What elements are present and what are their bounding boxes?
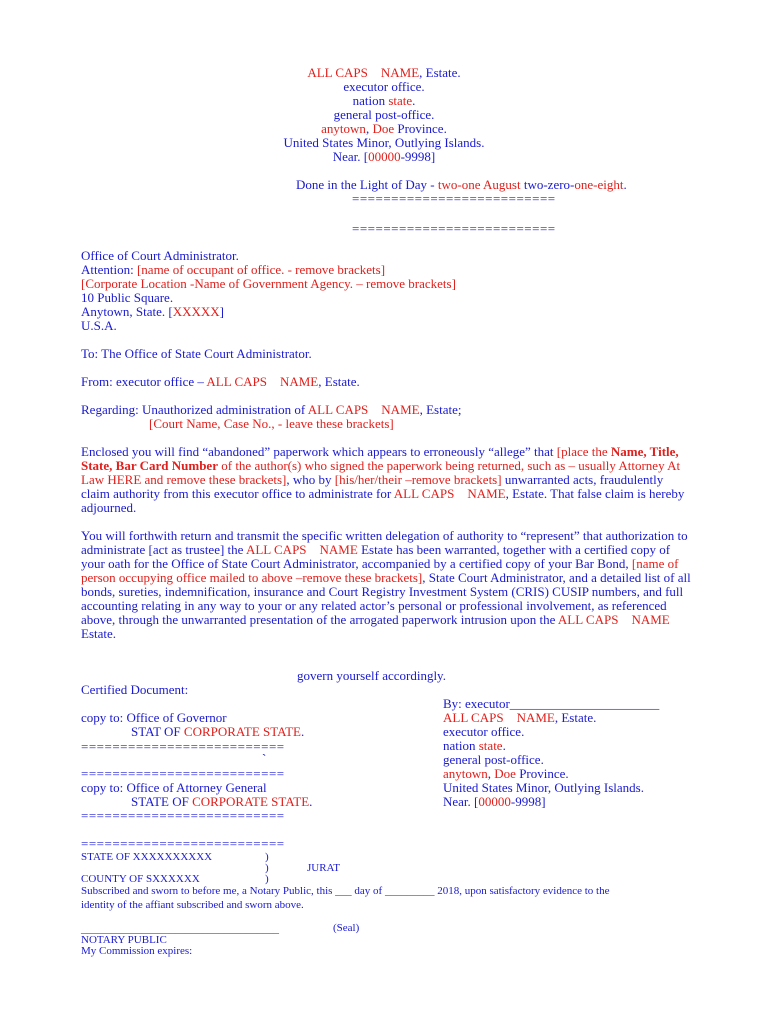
header-postoffice-line: general post-office. bbox=[333, 107, 435, 122]
jurat-label: JURAT bbox=[307, 862, 341, 874]
signature-postoffice: general post-office. bbox=[443, 752, 544, 767]
jurat-paren-3: ) bbox=[265, 873, 269, 885]
commission-label: My Commission expires: bbox=[81, 945, 193, 957]
seal-label: (Seal) bbox=[333, 922, 360, 934]
header-nation-line: nation state. bbox=[352, 93, 416, 108]
signature-by-line: By: executor_______________________ bbox=[443, 696, 660, 711]
jurat-text-1: Subscribed and sworn to before me, a Notary Public, this ___ day of _________ 2018, upon satisfactory evidence to the bbox=[81, 885, 610, 897]
address-city: Anytown, State. [XXXXX] bbox=[81, 304, 225, 319]
date-separator-2: ========================== bbox=[352, 221, 556, 236]
govern-line: govern yourself accordingly. bbox=[297, 668, 446, 683]
regarding-line: Regarding: Unauthorized administration of ALL CAPS NAME, Estate; bbox=[81, 402, 462, 417]
address-location: [Corporate Location -Name of Government Agency. – remove brackets] bbox=[81, 276, 456, 291]
jurat-paren-1: ) bbox=[265, 851, 269, 863]
address-street: 10 Public Square. bbox=[81, 290, 174, 305]
jurat-county: COUNTY OF SXXXXXX bbox=[81, 873, 200, 885]
header-zip-line: Near. [00000-9998] bbox=[332, 149, 436, 164]
copy-governor: copy to: Office of Governor bbox=[81, 710, 227, 725]
signature-zip: Near. [00000-9998] bbox=[443, 794, 546, 809]
paragraph-forthwith: You will forthwith return and transmit the specific written delegation of authority to “represent” that authorization to administrate [act as trustee] the ALL CAPS NAME Estate has been warranted, together with a certified copy of your oath for the Office of State Court Administrator, accompanied by a certified copy of your Bar Bond, [name of person occupying office mailed to above –remove these brackets], State Court Administrator, and a detailed list of all bonds, sureties, indemnification, insurance and Court Registry Investment System (CRIS) CUSIP numbers, and full accounting relating in any way to your or any related actor’s personal or professional involvement, as referenced above, through the unwarranted presentation of the arrogated paperwork intrusion upon the ALL CAPS NAME Estate. bbox=[81, 528, 691, 641]
signature-country: United States Minor, Outlying Islands. bbox=[443, 780, 644, 795]
copy-separator-3: ========================== bbox=[81, 808, 285, 823]
copy-separator-4: ========================== bbox=[81, 836, 285, 851]
jurat-paren-2: ) bbox=[265, 862, 269, 874]
signature-office: executor office. bbox=[443, 724, 525, 739]
paragraph-enclosed: Enclosed you will find “abandoned” paperwork which appears to erroneously “allege” that [place the Name, Title, State, Bar Card Number of the author(s) who signed the paperwork being returned, such as – usually Attorney At Law HERE and remove these brackets], who by [his/her/their –remove brackets] unwarranted acts, fraudulently claim authority from this executor office to administrate for ALL CAPS NAME, Estate. That false claim is hereby adjourned. bbox=[81, 444, 685, 515]
tick-mark: ` bbox=[262, 751, 267, 766]
copy-attorney-state: STATE OF CORPORATE STATE. bbox=[131, 794, 313, 809]
copy-separator-1: ========================== bbox=[81, 739, 285, 754]
address-attention: Attention: [name of occupant of office. - remove brackets] bbox=[81, 262, 386, 277]
signature-nation: nation state. bbox=[443, 738, 506, 753]
copy-governor-state: STAT OF CORPORATE STATE. bbox=[131, 724, 305, 739]
header-name-line: ALL CAPS NAME, Estate. bbox=[307, 65, 461, 80]
regarding-case: [Court Name, Case No., - leave these brackets] bbox=[149, 416, 394, 431]
header-town-line: anytown, Doe Province. bbox=[321, 121, 447, 136]
from-line: From: executor office – ALL CAPS NAME, Estate. bbox=[81, 374, 360, 389]
notary-public-label: NOTARY PUBLIC bbox=[81, 934, 167, 946]
certified-label: Certified Document: bbox=[81, 682, 189, 697]
date-separator-1: ========================== bbox=[352, 191, 556, 206]
signature-name: ALL CAPS NAME, Estate. bbox=[443, 710, 597, 725]
header-office-line: executor office. bbox=[343, 79, 425, 94]
address-country: U.S.A. bbox=[81, 318, 117, 333]
header-country-line: United States Minor, Outlying Islands. bbox=[283, 135, 485, 150]
notary-signature-line: ____________________________________ bbox=[81, 923, 279, 935]
jurat-text-2: identity of the affiant subscribed and sworn above. bbox=[81, 899, 304, 911]
copy-separator-2: ========================== bbox=[81, 766, 285, 781]
date-line: Done in the Light of Day - two-one August two-zero-one-eight. bbox=[296, 177, 627, 192]
address-office: Office of Court Administrator. bbox=[81, 248, 239, 263]
copy-attorney-general: copy to: Office of Attorney General bbox=[81, 780, 267, 795]
jurat-state: STATE OF XXXXXXXXXX bbox=[81, 851, 213, 863]
to-line: To: The Office of State Court Administrator. bbox=[81, 346, 312, 361]
signature-town: anytown, Doe Province. bbox=[443, 766, 569, 781]
